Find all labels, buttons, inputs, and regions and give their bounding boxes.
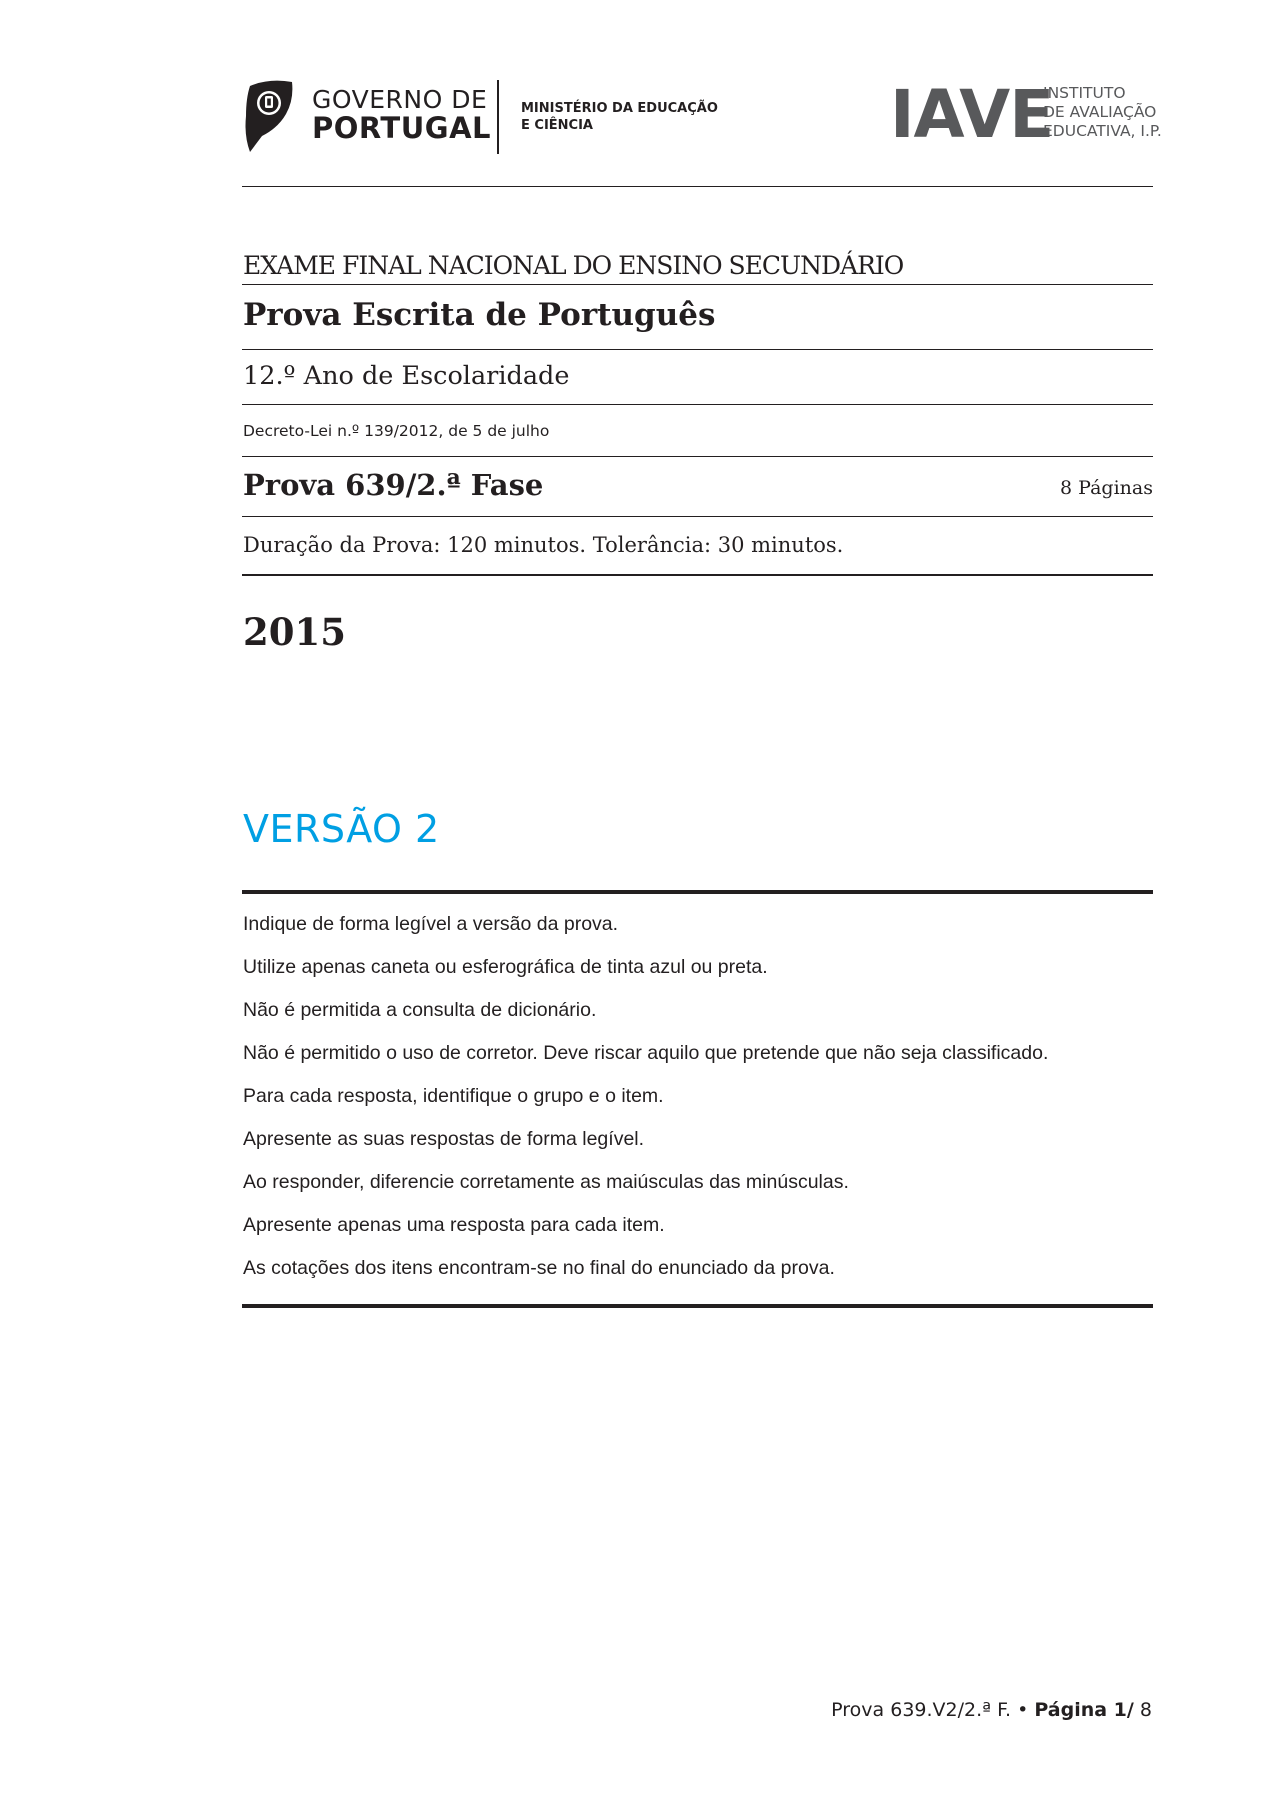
exam-year: 2015 [243,610,346,654]
instruction-item: Para cada resposta, identifique o grupo e o item. [243,1085,664,1107]
ministerio-line2: E CIÊNCIA [521,118,593,133]
divider [242,284,1153,285]
iave-subtitle [1043,84,1162,141]
iave-line2: DE AVALIAÇÃO [1043,103,1157,121]
governo-de-portugal-logo [242,76,491,154]
page-footer [831,1699,1152,1721]
section-rule [242,574,1153,576]
instruction-item: Não é permitida a consulta de dicionário. [243,999,597,1021]
instruction-item: Apresente as suas respostas de forma legível. [243,1128,645,1150]
instructions-bottom-rule [242,1304,1153,1308]
instruction-item: Ao responder, diferencie corretamente as maiúsculas das minúsculas. [243,1171,849,1193]
logo-divider [497,80,499,154]
decree-reference: Decreto-Lei n.º 139/2012, de 5 de julho [243,422,550,440]
iave-line3: EDUCATIVA, I.P. [1043,122,1162,140]
gov-logo-line1: GOVERNO DE [312,85,488,114]
divider [242,516,1153,517]
divider [242,349,1153,350]
exam-version: VERSÃO 2 [243,807,440,851]
footer-page-total: 8 [1139,1699,1152,1721]
instruction-item: Utilize apenas caneta ou esferográfica de tinta azul ou preta. [243,956,768,978]
instruction-item: Não é permitido o uso de corretor. Deve riscar aquilo que pretende que não seja classificado. [243,1042,1049,1064]
instruction-item: As cotações dos itens encontram-se no final do enunciado da prova. [243,1257,835,1279]
ministerio-line1: MINISTÉRIO DA EDUCAÇÃO [521,101,718,116]
divider [242,404,1153,405]
gov-logo-line2: PORTUGAL [312,111,491,145]
header-rule [242,186,1153,187]
footer-bullet: • [1017,1699,1029,1721]
instruction-item: Indique de forma legível a versão da prova. [243,913,619,935]
iave-line1: INSTITUTO [1043,84,1126,102]
school-year: 12.º Ano de Escolaridade [243,361,570,391]
exam-duration: Duração da Prova: 120 minutos. Tolerância: 30 minutos. [243,533,844,557]
instructions-top-rule [242,890,1153,894]
footer-exam-code: Prova 639.V2/2.ª F. [831,1699,1012,1721]
exam-type: EXAME FINAL NACIONAL DO ENSINO SECUNDÁRIO [243,251,904,280]
exam-code: Prova 639/2.ª Fase [243,468,544,502]
instruction-item: Apresente apenas uma resposta para cada item. [243,1214,665,1236]
exam-title: Prova Escrita de Português [243,297,716,333]
portugal-emblem-icon [242,76,296,154]
page-count: 8 Páginas [1060,477,1153,499]
ministerio-label [521,100,718,134]
instructions-list [243,912,1048,1299]
footer-page-label: Página 1/ [1034,1699,1134,1721]
iave-logo: IAVE [890,76,1054,153]
divider [242,456,1153,457]
